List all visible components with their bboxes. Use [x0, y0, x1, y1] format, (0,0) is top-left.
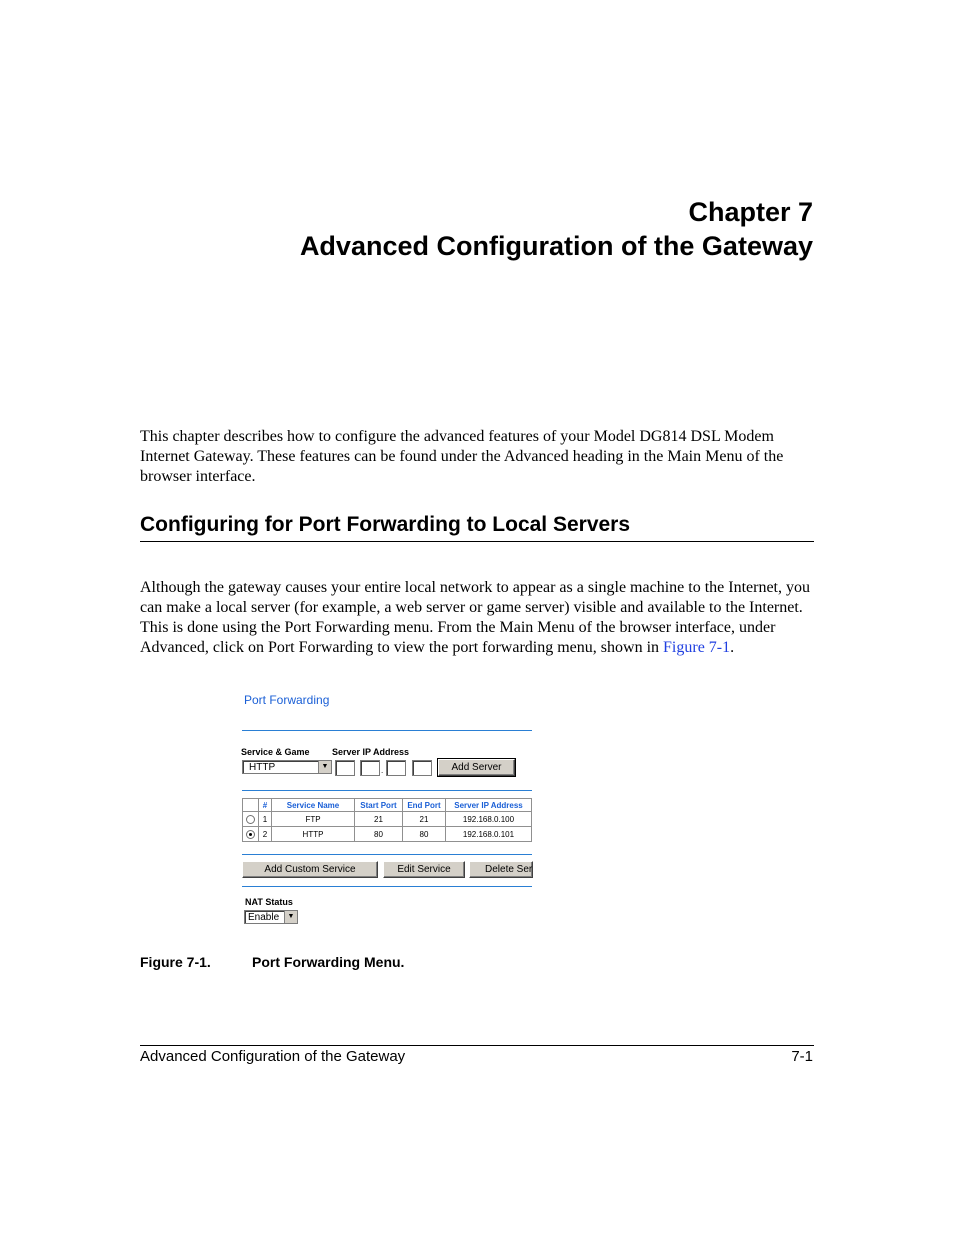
intro-paragraph: This chapter describes how to configure the advanced features of your Model DG814 DSL Modem Internet Gateway. These features can be found under the Advanced heading in the Main Menu of the browser interface. [140, 428, 784, 485]
row-server-ip: 192.168.0.100 [446, 812, 532, 827]
figure-link[interactable]: Figure 7-1 [663, 639, 731, 656]
header-start-port: Start Port [355, 799, 403, 812]
section-heading: Configuring for Port Forwarding to Local Servers [140, 510, 814, 542]
row-index: 1 [259, 812, 272, 827]
row-start-port: 21 [355, 812, 403, 827]
row-index: 2 [259, 827, 272, 842]
nat-status-value: Enable [248, 912, 280, 923]
add-custom-service-button[interactable]: Add Custom Service [242, 861, 378, 878]
header-service-name: Service Name [272, 799, 355, 812]
row-radio[interactable] [246, 830, 255, 839]
header-end-port: End Port [403, 799, 446, 812]
row-end-port: 21 [403, 812, 446, 827]
service-select-value: HTTP [249, 762, 276, 773]
section-divider-3 [242, 886, 532, 887]
ip-octet-1[interactable] [335, 760, 355, 776]
section-paragraph [140, 578, 814, 658]
section-divider-2 [242, 854, 532, 855]
row-service: HTTP [272, 827, 355, 842]
ip-dot: . [381, 766, 384, 775]
row-radio-cell [243, 812, 259, 827]
row-service: FTP [272, 812, 355, 827]
ip-octet-2[interactable] [360, 760, 380, 776]
chapter-heading [139, 195, 813, 263]
table-header-row [243, 799, 532, 812]
row-radio[interactable] [246, 815, 255, 824]
chevron-down-icon: ▼ [318, 761, 331, 773]
edit-service-button[interactable]: Edit Service [383, 861, 465, 878]
header-select [243, 799, 259, 812]
header-server-ip: Server IP Address [446, 799, 532, 812]
paragraph-end: . [730, 639, 735, 656]
page-number: 7-1 [791, 1048, 813, 1065]
add-server-button[interactable]: Add Server [438, 759, 515, 776]
port-forwarding-table [242, 798, 532, 842]
row-radio-cell [243, 827, 259, 842]
chapter-number: Chapter 7 [688, 197, 813, 227]
header-index: # [259, 799, 272, 812]
nat-status-select[interactable] [244, 910, 298, 924]
chapter-title: Advanced Configuration of the Gateway [299, 231, 813, 261]
paragraph-text: Although the gateway causes your entire local network to appear as a single machine to the Internet, you can make a local server (for example, a web server or game server) visible and available to the Internet. This is done using the Port Forwarding menu. From the Main Menu of the browser interface, under Advanced, click on Port Forwarding to view the port forwarding menu, shown in [140, 579, 810, 656]
nat-status-label: NAT Status [245, 897, 293, 907]
delete-service-button[interactable]: Delete Ser [469, 861, 533, 878]
service-game-label: Service & Game [241, 747, 310, 757]
chevron-down-icon: ▼ [284, 911, 297, 923]
server-ip-label: Server IP Address [332, 747, 410, 757]
ip-octet-4[interactable] [412, 760, 432, 776]
footer-divider [140, 1045, 814, 1046]
caption-number: Figure 7-1. [140, 954, 211, 970]
table-row [243, 812, 532, 827]
figure-caption [140, 954, 404, 970]
table-row [243, 827, 532, 842]
row-end-port: 80 [403, 827, 446, 842]
section-divider-1 [242, 790, 532, 791]
row-start-port: 80 [355, 827, 403, 842]
port-forwarding-title: Port Forwarding [244, 693, 330, 707]
port-forwarding-figure [240, 688, 536, 928]
row-server-ip: 192.168.0.101 [446, 827, 532, 842]
caption-text: Port Forwarding Menu. [252, 954, 405, 970]
title-divider [242, 730, 532, 731]
service-select[interactable] [242, 760, 332, 774]
footer-title: Advanced Configuration of the Gateway [140, 1048, 406, 1065]
ip-octet-3[interactable] [386, 760, 406, 776]
